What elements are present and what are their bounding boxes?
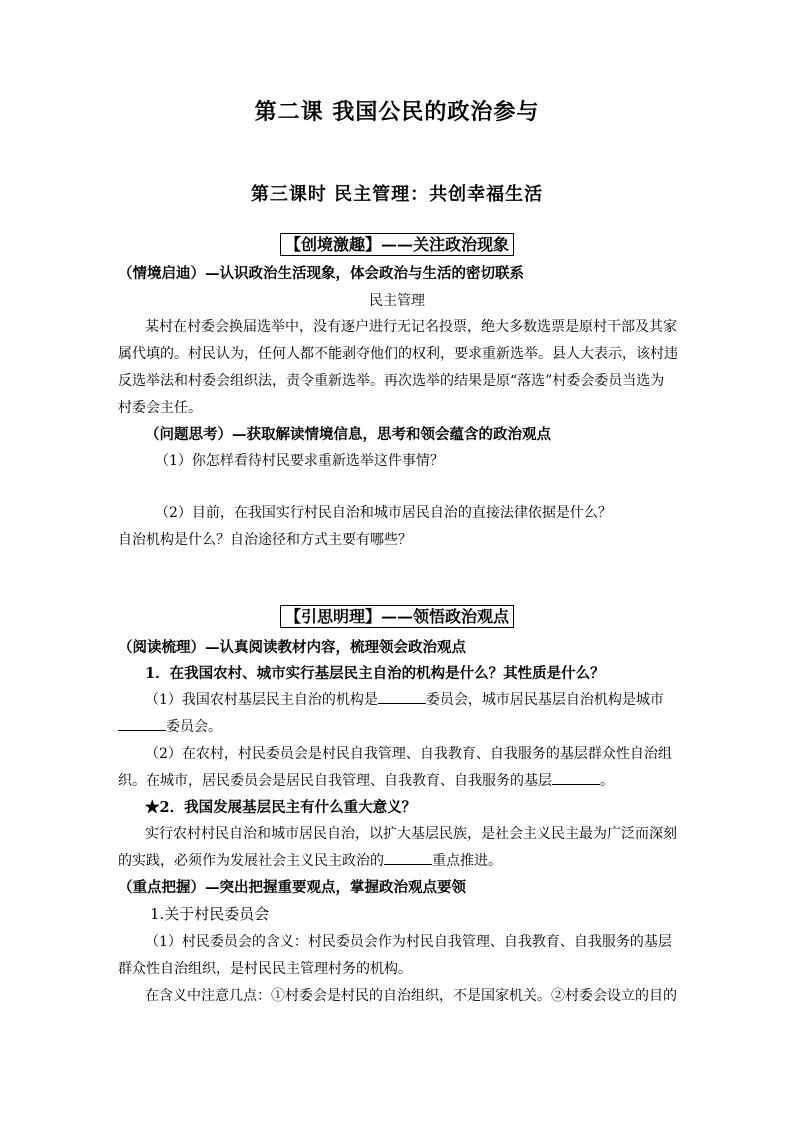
key-item-1-line-2: 群众性自治组织，是村民民主管理村务的机构。 <box>118 961 412 977</box>
reading-item-1b-text-1: 织。在城市，居民委员会是居民自我管理、自我教育、自我服务的基层 <box>118 773 552 789</box>
reading-item-2-line-1: 实行农村村民自治和城市居民自治，以扩大基层民族，是社会主义民主最为广泛而深刻 <box>145 826 677 842</box>
section-heading-2-wrap <box>0 604 794 627</box>
reading-item-1-title: 1．在我国农村、城市实行基层民主自治的机构是什么？其性质是什么？ <box>145 665 605 682</box>
scenario-heading: （情境启迪）—认识政治生活现象，体会政治与生活的密切联系 <box>118 265 524 282</box>
reading-item-1b-line-2 <box>118 770 614 790</box>
scenario-line-1: 某村在村委会换届选举中，没有逐户进行无记名投票，绝大多数选票是原村干部及其家 <box>145 319 677 335</box>
lesson-title: 第二课 我国公民的政治参与 <box>254 99 540 125</box>
question-2-line-1: （2）目前，在我国实行村民自治和城市居民自治的直接法律依据是什么？ <box>155 505 612 521</box>
fill-blank[interactable] <box>378 689 426 704</box>
reading-item-2-line-2 <box>118 850 502 870</box>
reading-item-1a-text-2: 委员会，城市居民基层自治机构是城市 <box>425 692 664 708</box>
fill-blank[interactable] <box>118 716 166 731</box>
key-item-1-line-3: 在含义中注意几点：①村委会是村民的自治组织，不是国家机关。②村委会设立的目的 <box>145 988 677 1004</box>
lesson-subtitle: 第三课时 民主管理：共创幸福生活 <box>250 184 544 205</box>
scenario-line-3: 反选举法和村委会组织法，责令重新选举。再次选举的结果是原“落选”村委会委员当选为 <box>118 373 665 389</box>
reading-item-2-text-1: 的实践，必须作为发展社会主义民主政治的 <box>118 853 384 869</box>
key-item-1-title: 1.关于村民委员会 <box>150 905 270 923</box>
reading-item-1a-text-3: 委员会。 <box>166 719 222 735</box>
reading-item-1b-text-2: 。 <box>600 773 614 789</box>
key-item-1-line-1: （1）村民委员会的含义：村民委员会作为村民自我管理、自我教育、自我服务的基层 <box>145 934 672 950</box>
reading-item-1a-line-1 <box>145 689 664 709</box>
scenario-line-4: 村委会主任。 <box>118 400 202 416</box>
reading-item-2-title: ★2．我国发展基层民主有什么重大意义？ <box>145 799 417 816</box>
fill-blank[interactable] <box>552 770 600 785</box>
scenario-line-2: 属代填的。村民认为，任何人都不能剥夺他们的权利，要求重新选举。县人大表示，该村违 <box>118 346 678 362</box>
section-heading-2: 【引思明理】——领悟政治观点 <box>280 605 514 628</box>
reading-item-1a-text-1: （1）我国农村基层民主自治的机构是 <box>145 692 378 708</box>
question-1: （1）你怎样看待村民要求重新选举这件事情？ <box>155 453 444 469</box>
reading-item-2-text-2: 重点推进。 <box>432 853 502 869</box>
scenario-label: 民主管理 <box>369 293 425 309</box>
questions-heading: （问题思考）—获取解读情境信息，思考和领会蕴含的政治观点 <box>145 426 551 443</box>
reading-item-1b-line-1: （2）在农村，村民委员会是村民自我管理、自我教育、自我服务的基层群众性自治组 <box>145 746 672 762</box>
reading-heading: （阅读梳理）—认真阅读教材内容，梳理领会政治观点 <box>118 639 466 656</box>
question-2-line-2: 自治机构是什么？自治途径和方式主要有哪些？ <box>118 532 412 548</box>
fill-blank[interactable] <box>384 850 432 865</box>
key-heading: （重点把握）—突出把握重要观点，掌握政治观点要领 <box>118 879 466 896</box>
section-heading-1: 【创境激趣】——关注政治现象 <box>280 233 514 256</box>
section-heading-1-wrap <box>0 232 794 255</box>
reading-item-1a-line-2 <box>118 716 222 736</box>
